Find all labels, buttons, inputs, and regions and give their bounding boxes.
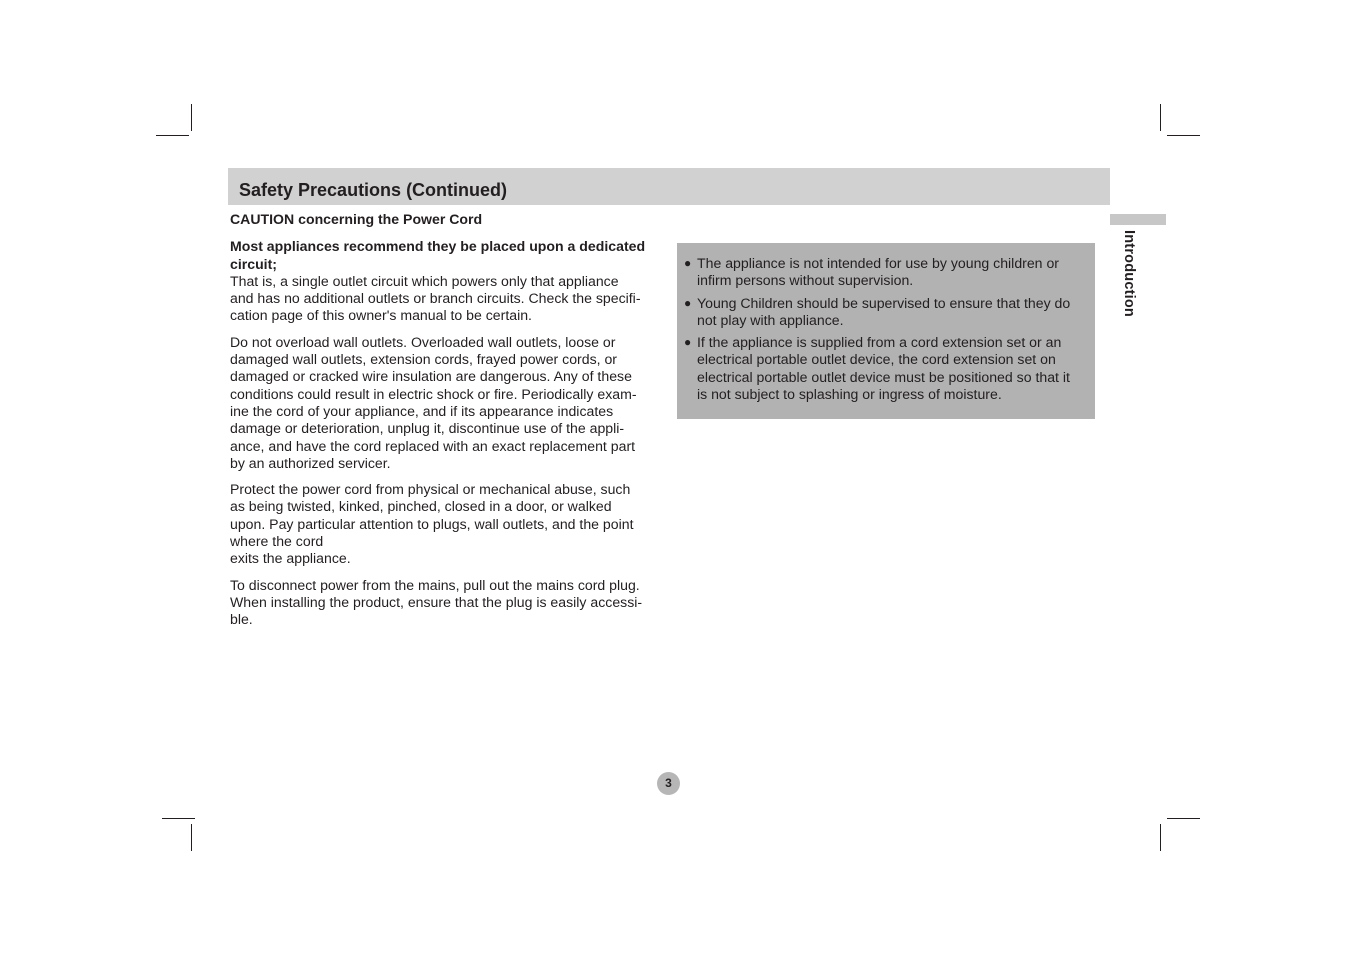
crop-mark-top-left-vertical [191,104,192,131]
paragraph-line: damaged wall outlets, extension cords, frayed power cords, or [230,351,617,368]
list-item-line: electrical portable outlet device must be positioned so that it [697,368,1070,385]
paragraph-disconnect-power [230,577,662,629]
paragraph-line: upon. Pay particular attention to plugs, wall outlets, and the point [230,515,634,532]
paragraph-line: exits the appliance. [230,550,351,567]
crop-mark-bottom-left-horizontal [162,818,195,819]
list-item-line: Young Children should be supervised to ensure that they do [697,294,1071,311]
bullet-icon: ● [684,256,692,270]
paragraph-line: That is, a single outlet circuit which powers only that appliance [230,272,619,289]
list-item [684,334,1085,403]
list-item-line: infirm persons without supervision. [697,272,914,289]
paragraph-line: damage or deterioration, unplug it, discontinue use of the appli- [230,420,625,437]
list-item-line: The appliance is not intended for use by young children or [697,255,1059,271]
bullet-icon: ● [684,335,692,350]
paragraph-line: To disconnect power from the mains, pull out the mains cord plug. [230,576,640,593]
crop-mark-bottom-right-vertical [1160,824,1161,851]
left-column [230,211,662,638]
crop-mark-bottom-right-horizontal [1167,818,1200,819]
paragraph-line: where the cord [230,533,324,550]
paragraph-protect-cord [230,481,662,567]
paragraph-dedicated-circuit [230,238,662,324]
paragraph-line: ine the cord of your appliance, and if its appearance indicates [230,402,614,419]
crop-mark-bottom-left-vertical [191,824,192,851]
page-number: 3 [657,772,680,795]
paragraph-overload [230,334,662,472]
paragraph-line: When installing the product, ensure that the plug is easily accessi- [230,593,643,610]
list-item-line: electrical portable outlet device, the cord extension set on [697,351,1056,368]
paragraph-line: Protect the power cord from physical or mechanical abuse, such [230,481,631,498]
list-item-line: is not subject to splashing or ingress of moisture. [697,386,1002,403]
paragraph-lead: Most appliances recommend they be placed upon a dedicated circuit; [230,238,646,272]
paragraph-line: and has no additional outlets or branch circuits. Check the specifi- [230,290,641,307]
paragraph-line: as being twisted, kinked, pinched, closed in a door, or walked [230,498,612,515]
paragraph-line: by an authorized servicer. [230,454,391,471]
list-item [684,255,1085,290]
section-header-bar [228,168,1110,205]
chapter-tab-marker [1110,214,1166,225]
crop-mark-top-right-horizontal [1167,135,1200,136]
paragraph-line: Do not overload wall outlets. Overloaded wall outlets, loose or [230,333,616,350]
caution-heading: CAUTION concerning the Power Cord [230,211,483,227]
list-item-line: not play with appliance. [697,311,844,328]
note-box [677,243,1095,419]
page-title: Safety Precautions (Continued) [239,180,508,200]
crop-mark-top-left-horizontal [156,135,189,136]
paragraph-line: damaged or cracked wire insulation are dangerous. Any of these [230,368,632,385]
crop-mark-top-right-vertical [1160,104,1161,131]
list-item [684,294,1085,330]
list-item-line: If the appliance is supplied from a cord extension set or an [697,334,1062,351]
note-list [677,243,1095,403]
chapter-tab-label: Introduction [1121,230,1137,317]
paragraph-line: ance, and have the cord replaced with an exact replacement part [230,437,636,454]
paragraph-line: cation page of this owner's manual to be certain. [230,307,532,324]
paragraph-line: ble. [230,611,253,628]
paragraph-line: conditions could result in electric shock or fire. Periodically exam- [230,385,637,402]
bullet-icon: ● [684,295,692,310]
